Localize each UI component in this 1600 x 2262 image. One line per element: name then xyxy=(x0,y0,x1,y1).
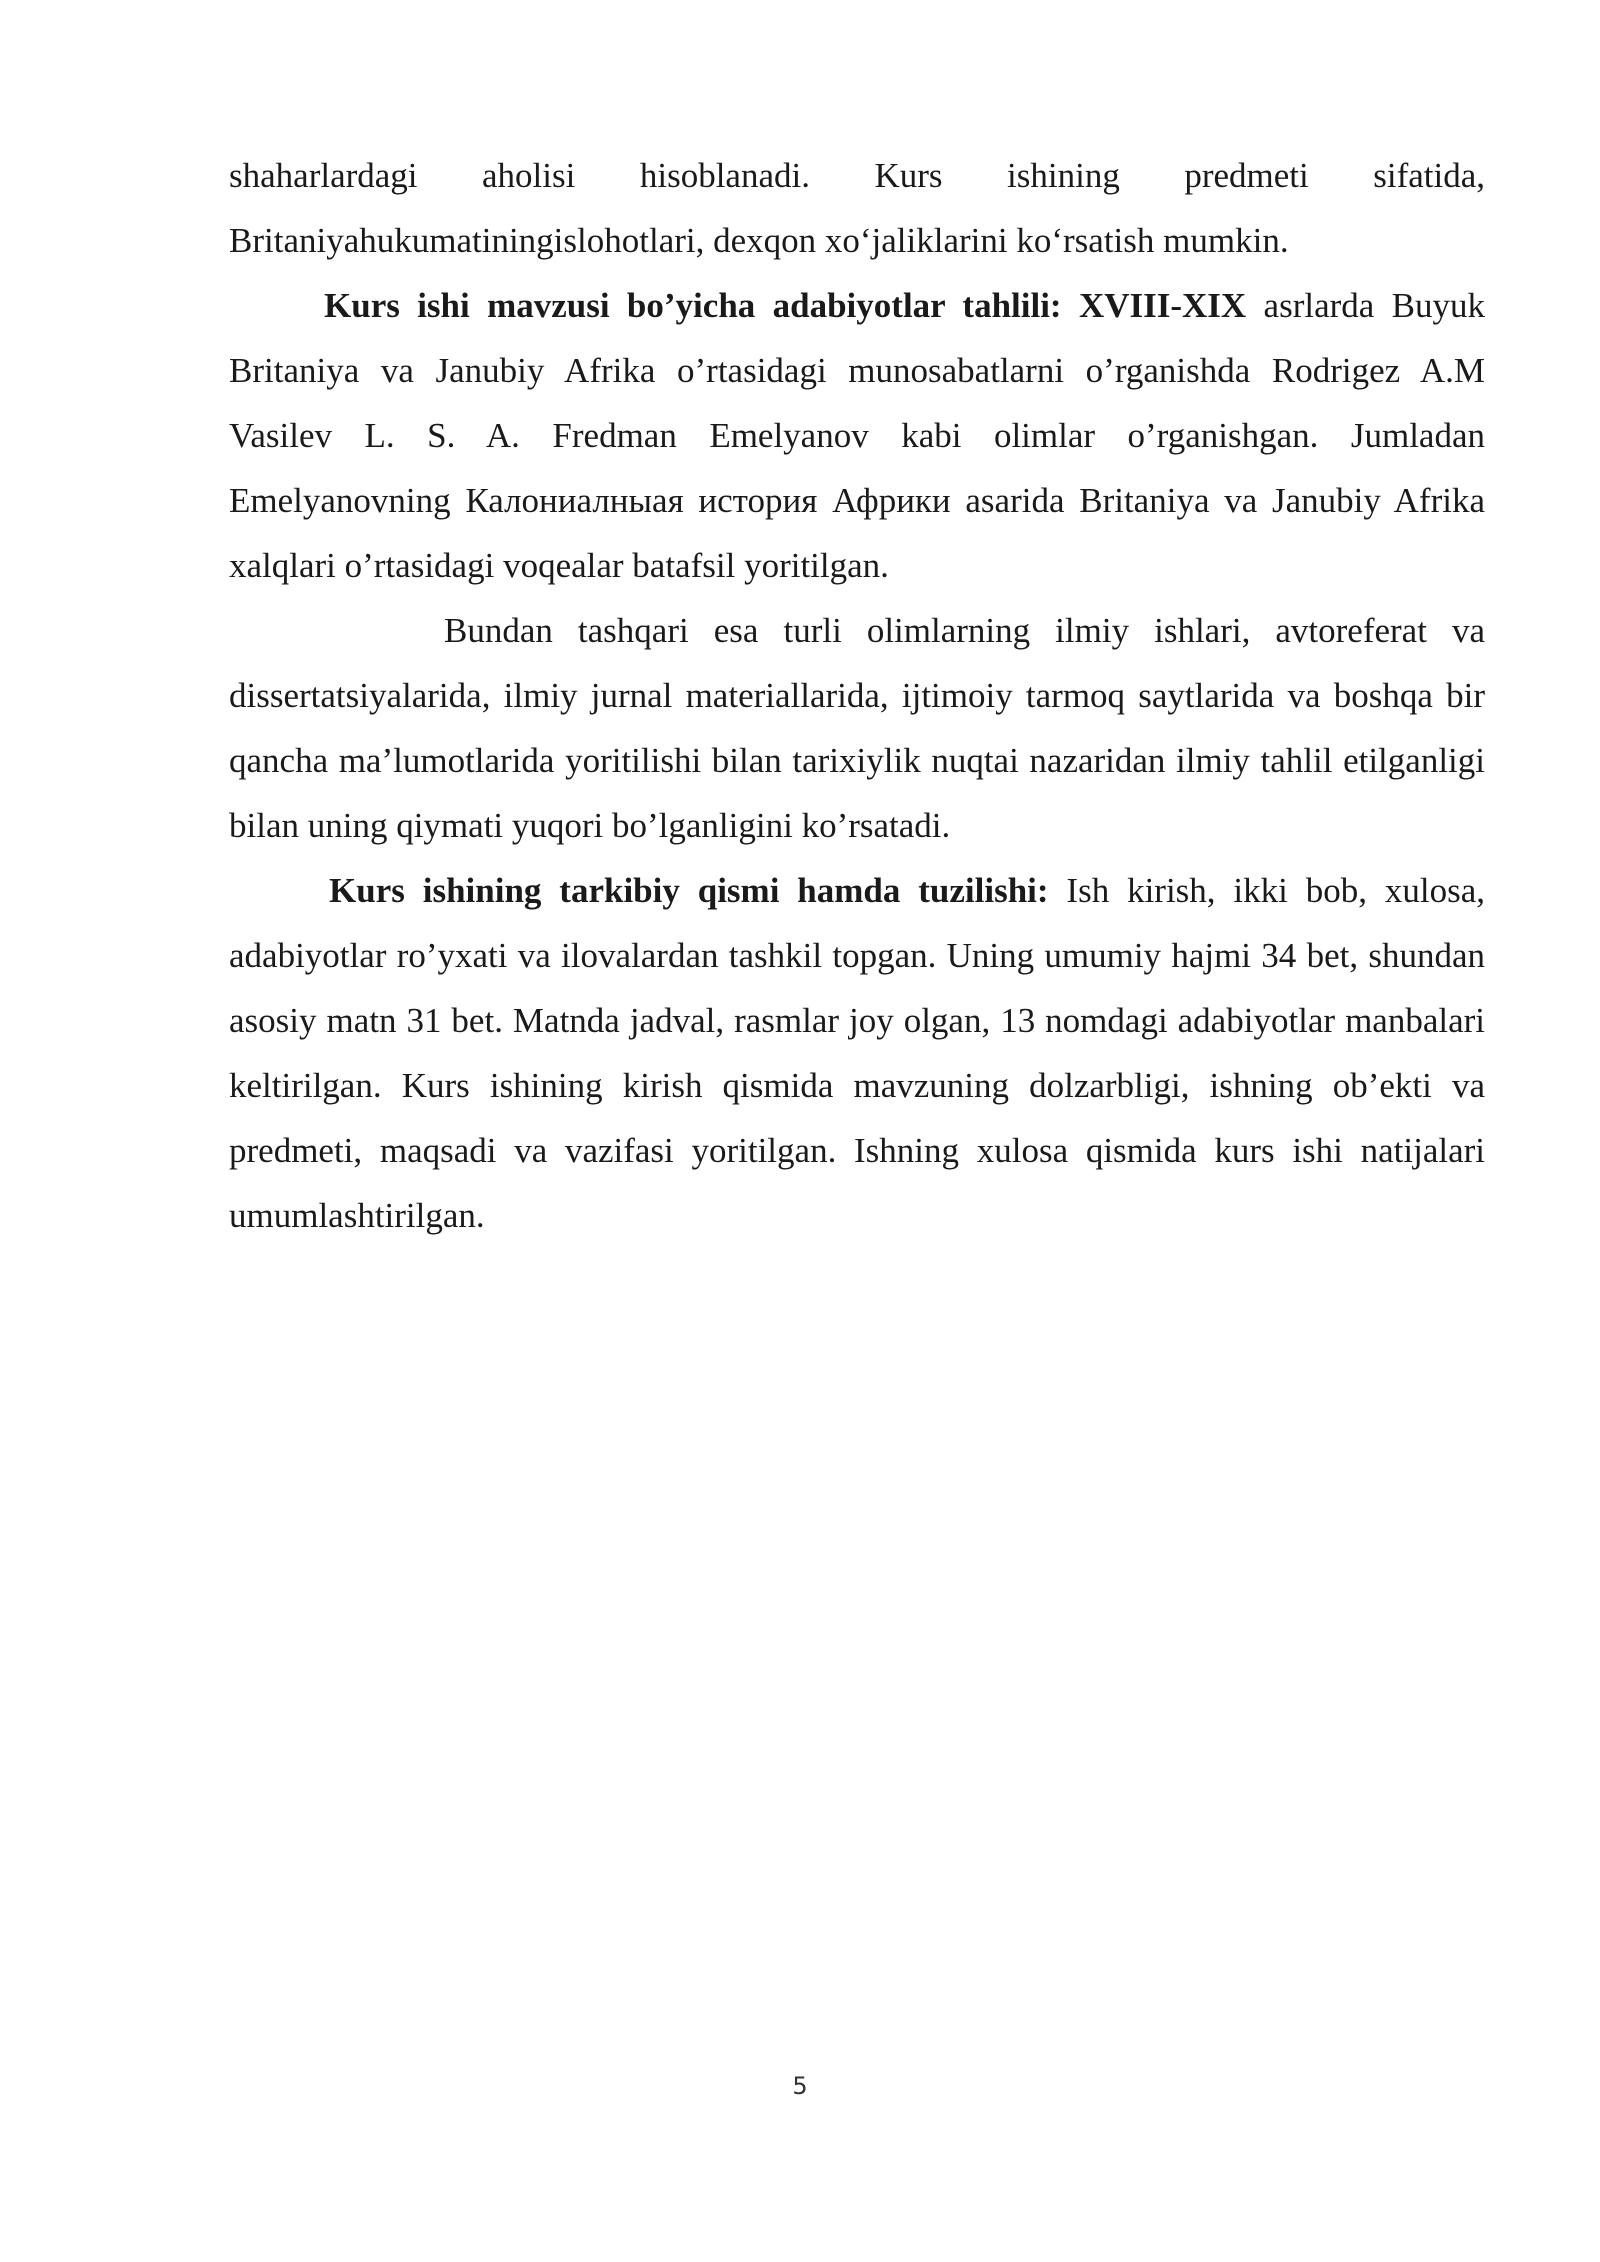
paragraph-additional-sources xyxy=(229,598,1485,858)
paragraph-text: Ish kirish, ikki bob, xulosa, adabiyotlar ro’yxati va ilovalardan tashkil topgan. Uning umumiy hajmi 34 bet, shundan asosiy matn 31 bet. Matnda jadval, rasmlar joy olgan, 13 nomdagi adabiyotlar manbalari keltirilgan. Kurs ishining kirish qismida mavzuning dolzarbligi, ishning ob’ekti va predmeti, maqsadi va vazifasi yoritilgan. Ishning xulosa qismida kurs ishi natijalari umumlashtirilgan. xyxy=(229,871,1485,1235)
paragraph-text: Bundan tashqari esa turli olimlarning ilmiy ishlari, avtoreferat va dissertatsiyalarida, ilmiy jurnal materiallarida, ijtimoiy tarmoq saytlarida va boshqa bir qancha ma’lumotlarida yoritilishi bilan tarixiylik nuqtai nazaridan ilmiy tahlil etilganligi bilan uning qiymati yuqori bo’lganligini ko’rsatadi. xyxy=(229,611,1485,845)
paragraph-text: asrlarda Buyuk Britaniya va Janubiy Afrika o’rtasidagi munosabatlarni o’rganishda Rodrigez A.M Vasilev L. S. A. Fredman Emelyanov kabi olimlar o’rganishgan. Jumladan Emelyanovning Калониалныая история Африки asarida Britaniya va Janubiy Afrika xalqlari o’rtasidagi voqealar batafsil yoritilgan. xyxy=(229,286,1485,585)
paragraph-structure xyxy=(229,858,1485,1248)
paragraph-literature-review xyxy=(229,273,1485,598)
paragraph-text: shaharlardagi aholisi hisoblanadi. Kurs ishining predmeti sifatida, Britaniyahukumatiningislohotlari, dexqon xo‘jaliklarini ko‘rsatish mumkin. xyxy=(229,156,1485,260)
body-text xyxy=(229,143,1485,1248)
paragraph-heading: Kurs ishining tarkibiy qismi hamda tuzilishi: xyxy=(329,871,1049,910)
paragraph-scope xyxy=(229,143,1485,273)
paragraph-heading: Kurs ishi mavzusi bo’yicha adabiyotlar tahlili: XVIII-XIX xyxy=(324,286,1247,325)
page-number: 5 xyxy=(792,2072,808,2100)
